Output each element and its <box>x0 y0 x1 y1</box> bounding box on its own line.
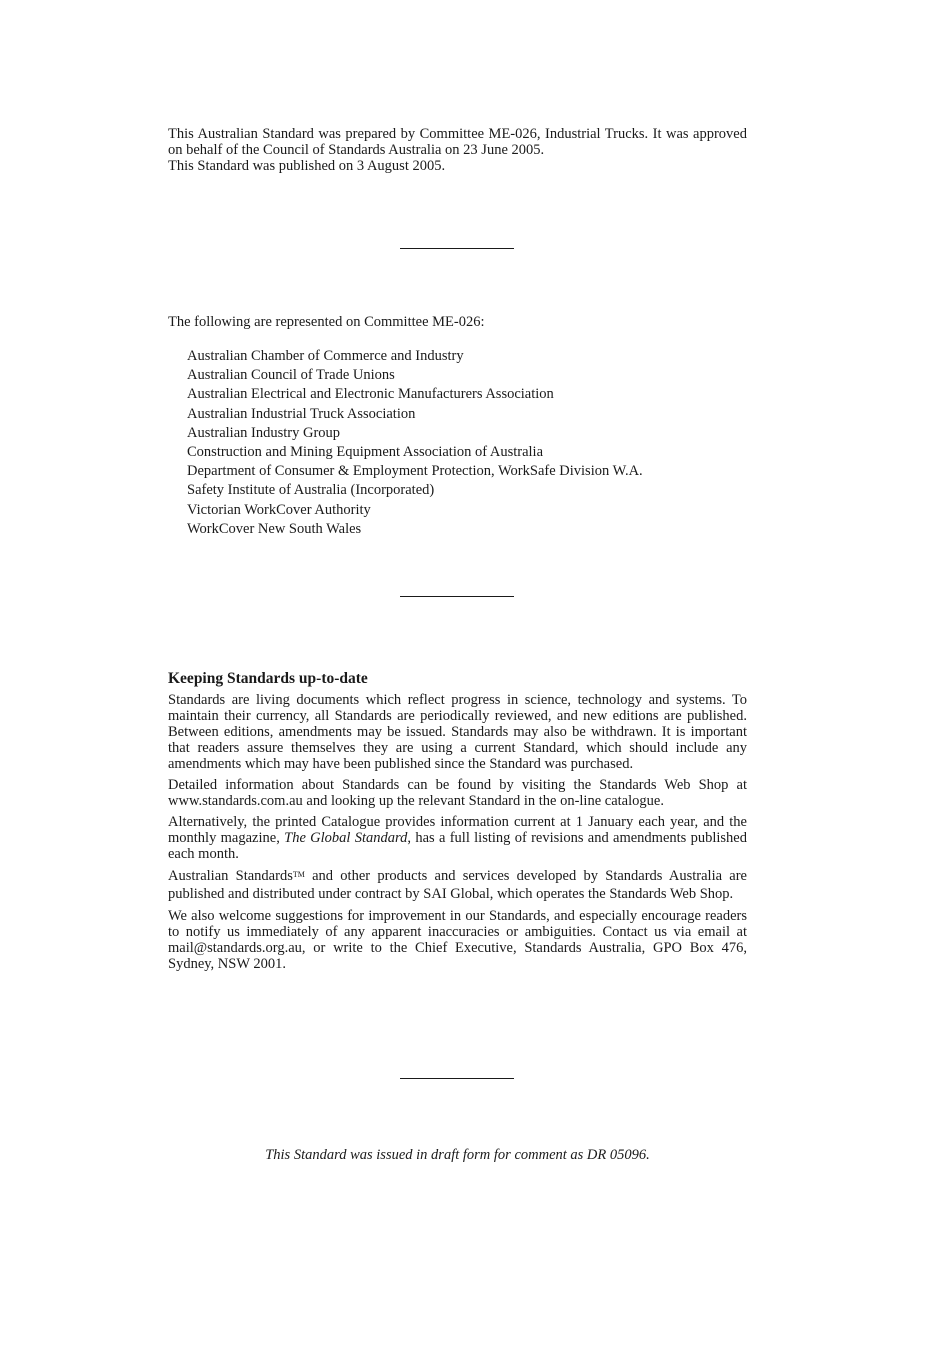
sai-global-text: and other products and services developed by Standards Australia are published and distributed under contract by SAI Global, which operates the Standards Web Shop. <box>168 868 747 902</box>
catalogue-text-end: , has a full listing of revisions and amendments published each month. <box>168 830 747 862</box>
catalogue-text-start: Alternatively, the printed Catalogue provides information current at 1 January each year, and the monthly magazine, <box>168 814 747 846</box>
committee-member: WorkCover New South Wales <box>187 520 362 537</box>
magazine-title: The Global Standard <box>284 830 408 846</box>
paragraph-sai-global <box>168 867 747 903</box>
section-divider <box>400 1078 514 1079</box>
keeping-standards-section <box>168 669 747 977</box>
brand-name: Australian Standards <box>168 868 293 884</box>
paragraph-feedback: We also welcome suggestions for improvement in our Standards, and especially encourage readers to notify us immediately of any apparent inaccuracies or ambiguities. Contact us via email at mail@standards.org.au, or write to the Chief Executive, Standards Australia, GPO Box 476, Sydney, NSW 2001. <box>168 908 747 972</box>
section-divider <box>400 248 514 249</box>
committee-member: Australian Industry Group <box>187 424 341 441</box>
committee-member: Australian Chamber of Commerce and Industry <box>187 348 464 364</box>
committee-member: Department of Consumer & Employment Protection, WorkSafe Division W.A. <box>187 463 643 480</box>
paragraph-catalogue <box>168 814 747 862</box>
committee-representation <box>168 313 747 539</box>
committee-lead-text: The following are represented on Committee ME-026: <box>168 314 485 330</box>
paragraph-web-shop: Detailed information about Standards can be found by visiting the Standards Web Shop at www.standards.com.au and looking up the relevant Standard in the on-line catalogue. <box>168 777 747 809</box>
section-heading: Keeping Standards up-to-date <box>168 670 368 687</box>
committee-member: Australian Council of Trade Unions <box>187 367 395 384</box>
published-date-text: This Standard was published on 3 August 2005. <box>168 158 446 174</box>
committee-member-list <box>168 347 747 539</box>
committee-member: Australian Industrial Truck Association <box>187 405 416 422</box>
prepared-by-text: This Australian Standard was prepared by Committee ME-026, Industrial Trucks. It was approved on behalf of the Council of Standards Australia on 23 June 2005. <box>168 126 747 158</box>
committee-member: Victorian WorkCover Authority <box>187 501 371 518</box>
committee-member: Construction and Mining Equipment Association of Australia <box>187 443 544 460</box>
trademark-mark: TM <box>292 870 305 879</box>
draft-notice: This Standard was issued in draft form for comment as DR 05096. <box>265 1147 650 1163</box>
committee-member: Safety Institute of Australia (Incorporated) <box>187 482 435 499</box>
paragraph-living-documents: Standards are living documents which reflect progress in science, technology and systems. To maintain their currency, all Standards are periodically reviewed, and new editions are published. Between editions, amendments may be issued. Standards may also be withdrawn. It is important that readers assure themselves they are using a current Standard, which should include any amendments which may have been published since the Standard was purchased. <box>168 692 747 772</box>
section-divider <box>400 596 514 597</box>
committee-member: Australian Electrical and Electronic Manufacturers Association <box>187 386 554 403</box>
approval-statement <box>168 126 747 174</box>
